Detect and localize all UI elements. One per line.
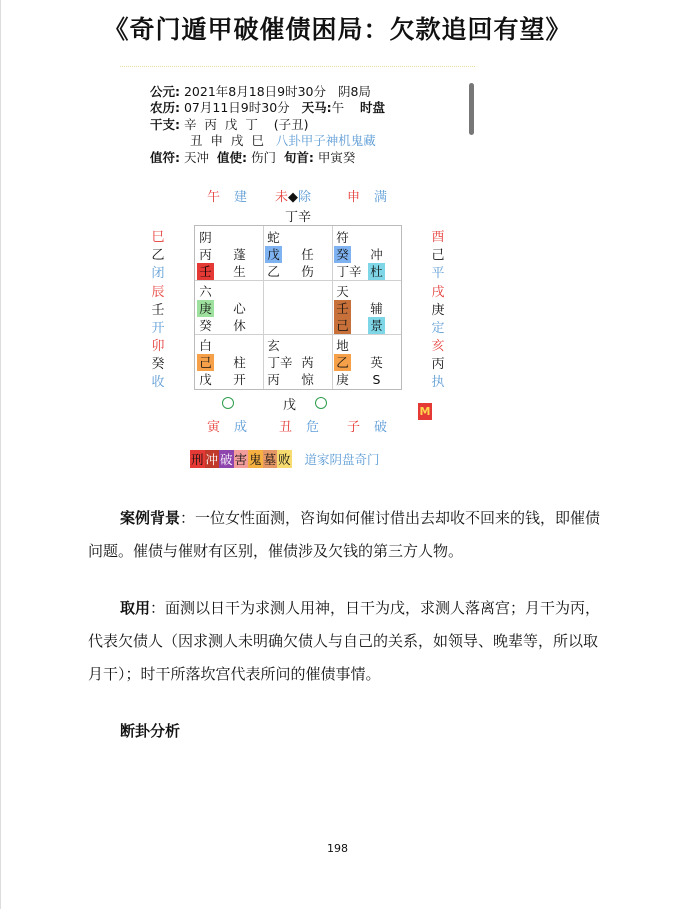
left-side-3: 卯 癸 收 [151,339,165,390]
left-side-2: 辰 壬 开 [151,285,165,336]
right-side-1: 酉 己 平 [431,230,445,281]
section-heading: 断卦分析 [120,722,181,740]
palace-dui: 天 壬 辅 己 景 [334,283,385,334]
app-link[interactable]: 道家阴盘奇门 [304,452,380,467]
nav-top-2: 建 [234,190,248,205]
below-grid-label: 戊 [283,398,297,413]
nav-bottom-2: 成 [234,420,248,435]
legend-item[interactable]: 害 [234,452,248,467]
paragraph-selection: 取用：面测以日干为求测人用神，日干为戊，求测人落离宫；月干为丙，代表欠债人（因求测人未明确欠债人与自己的关系，如领导、晚辈等，所以取月干）；时干所落坎宫代表所问的催债事情。 [88,599,601,683]
legend [190,450,381,468]
palace-kan: 玄 丁辛 芮 丙 惊 [267,338,314,387]
right-side-2: 戌 庚 定 [431,285,445,336]
above-grid-label: 丁辛 [285,210,312,225]
nav-bottom-5: 子 [347,420,361,435]
empty-circle-icon [222,397,234,409]
palace-li: 蛇 戊 任 乙 伤 [265,229,316,280]
legend-item[interactable]: 冲 [205,452,219,467]
legend-item[interactable]: 鬼 [249,452,262,467]
palace-qian: 地 乙 英 庚 S [334,337,385,388]
palace-gen: 白 己 柱 戊 开 [197,337,248,388]
page-title: 《奇门遁甲破催债困局：欠款追回有望》 [103,15,572,44]
legend-item[interactable]: 墓 [263,452,277,467]
nav-top-1: 午 [207,190,221,205]
info-line-2: 农历: 07月11日9时30分 天马:午 时盘 [150,100,386,115]
qimen-grid [194,225,402,390]
legend-item[interactable]: 刑 [191,452,204,467]
left-side-1: 巳 乙 闭 [151,230,165,281]
divider [120,66,475,67]
right-side-3: 亥 丙 执 [431,339,445,390]
legend-item[interactable]: 败 [278,452,291,467]
nav-bottom-6: 破 [374,420,388,435]
info-line-1: 公元: 2021年8月18日9时30分 阴8局 [150,84,371,99]
palace-kun: 符 癸 冲 丁辛 杜 [334,229,385,280]
info-line-5: 值符: 天冲 值使: 伤门 旬首: 甲寅癸 [150,150,356,165]
page-number: 198 [327,842,348,855]
paragraph-background: 案例背景：一位女性面测，咨询如何催讨借出去却收不回来的钱，即催债问题。催债与催财有区别，催债涉及欠钱的第三方人物。 [88,509,601,560]
scrollbar[interactable] [469,83,474,135]
bagua-link[interactable]: 八卦甲子神机鬼藏 [275,133,376,148]
nav-bottom-1: 寅 [207,420,221,435]
nav-bottom-3: 丑 [279,420,293,435]
info-line-4: 丑 申 戌 巳 八卦甲子神机鬼藏 [190,133,376,148]
palace-zhen: 六 庚 心 癸 休 [197,283,248,334]
nav-bottom-4: 危 [306,420,320,435]
info-line-3: 干支: 辛 丙 戊 丁 (子丑) [150,117,309,132]
legend-item[interactable]: 破 [220,452,233,467]
palace-xun: 阴 丙 蓬 壬 生 [197,229,248,280]
empty-circle-icon [315,397,327,409]
nav-top-4: 申 [347,190,361,205]
nav-top-3: 未◆除 [275,190,312,205]
nav-top-5: 满 [374,190,388,205]
horse-marker-icon: M [419,405,431,418]
